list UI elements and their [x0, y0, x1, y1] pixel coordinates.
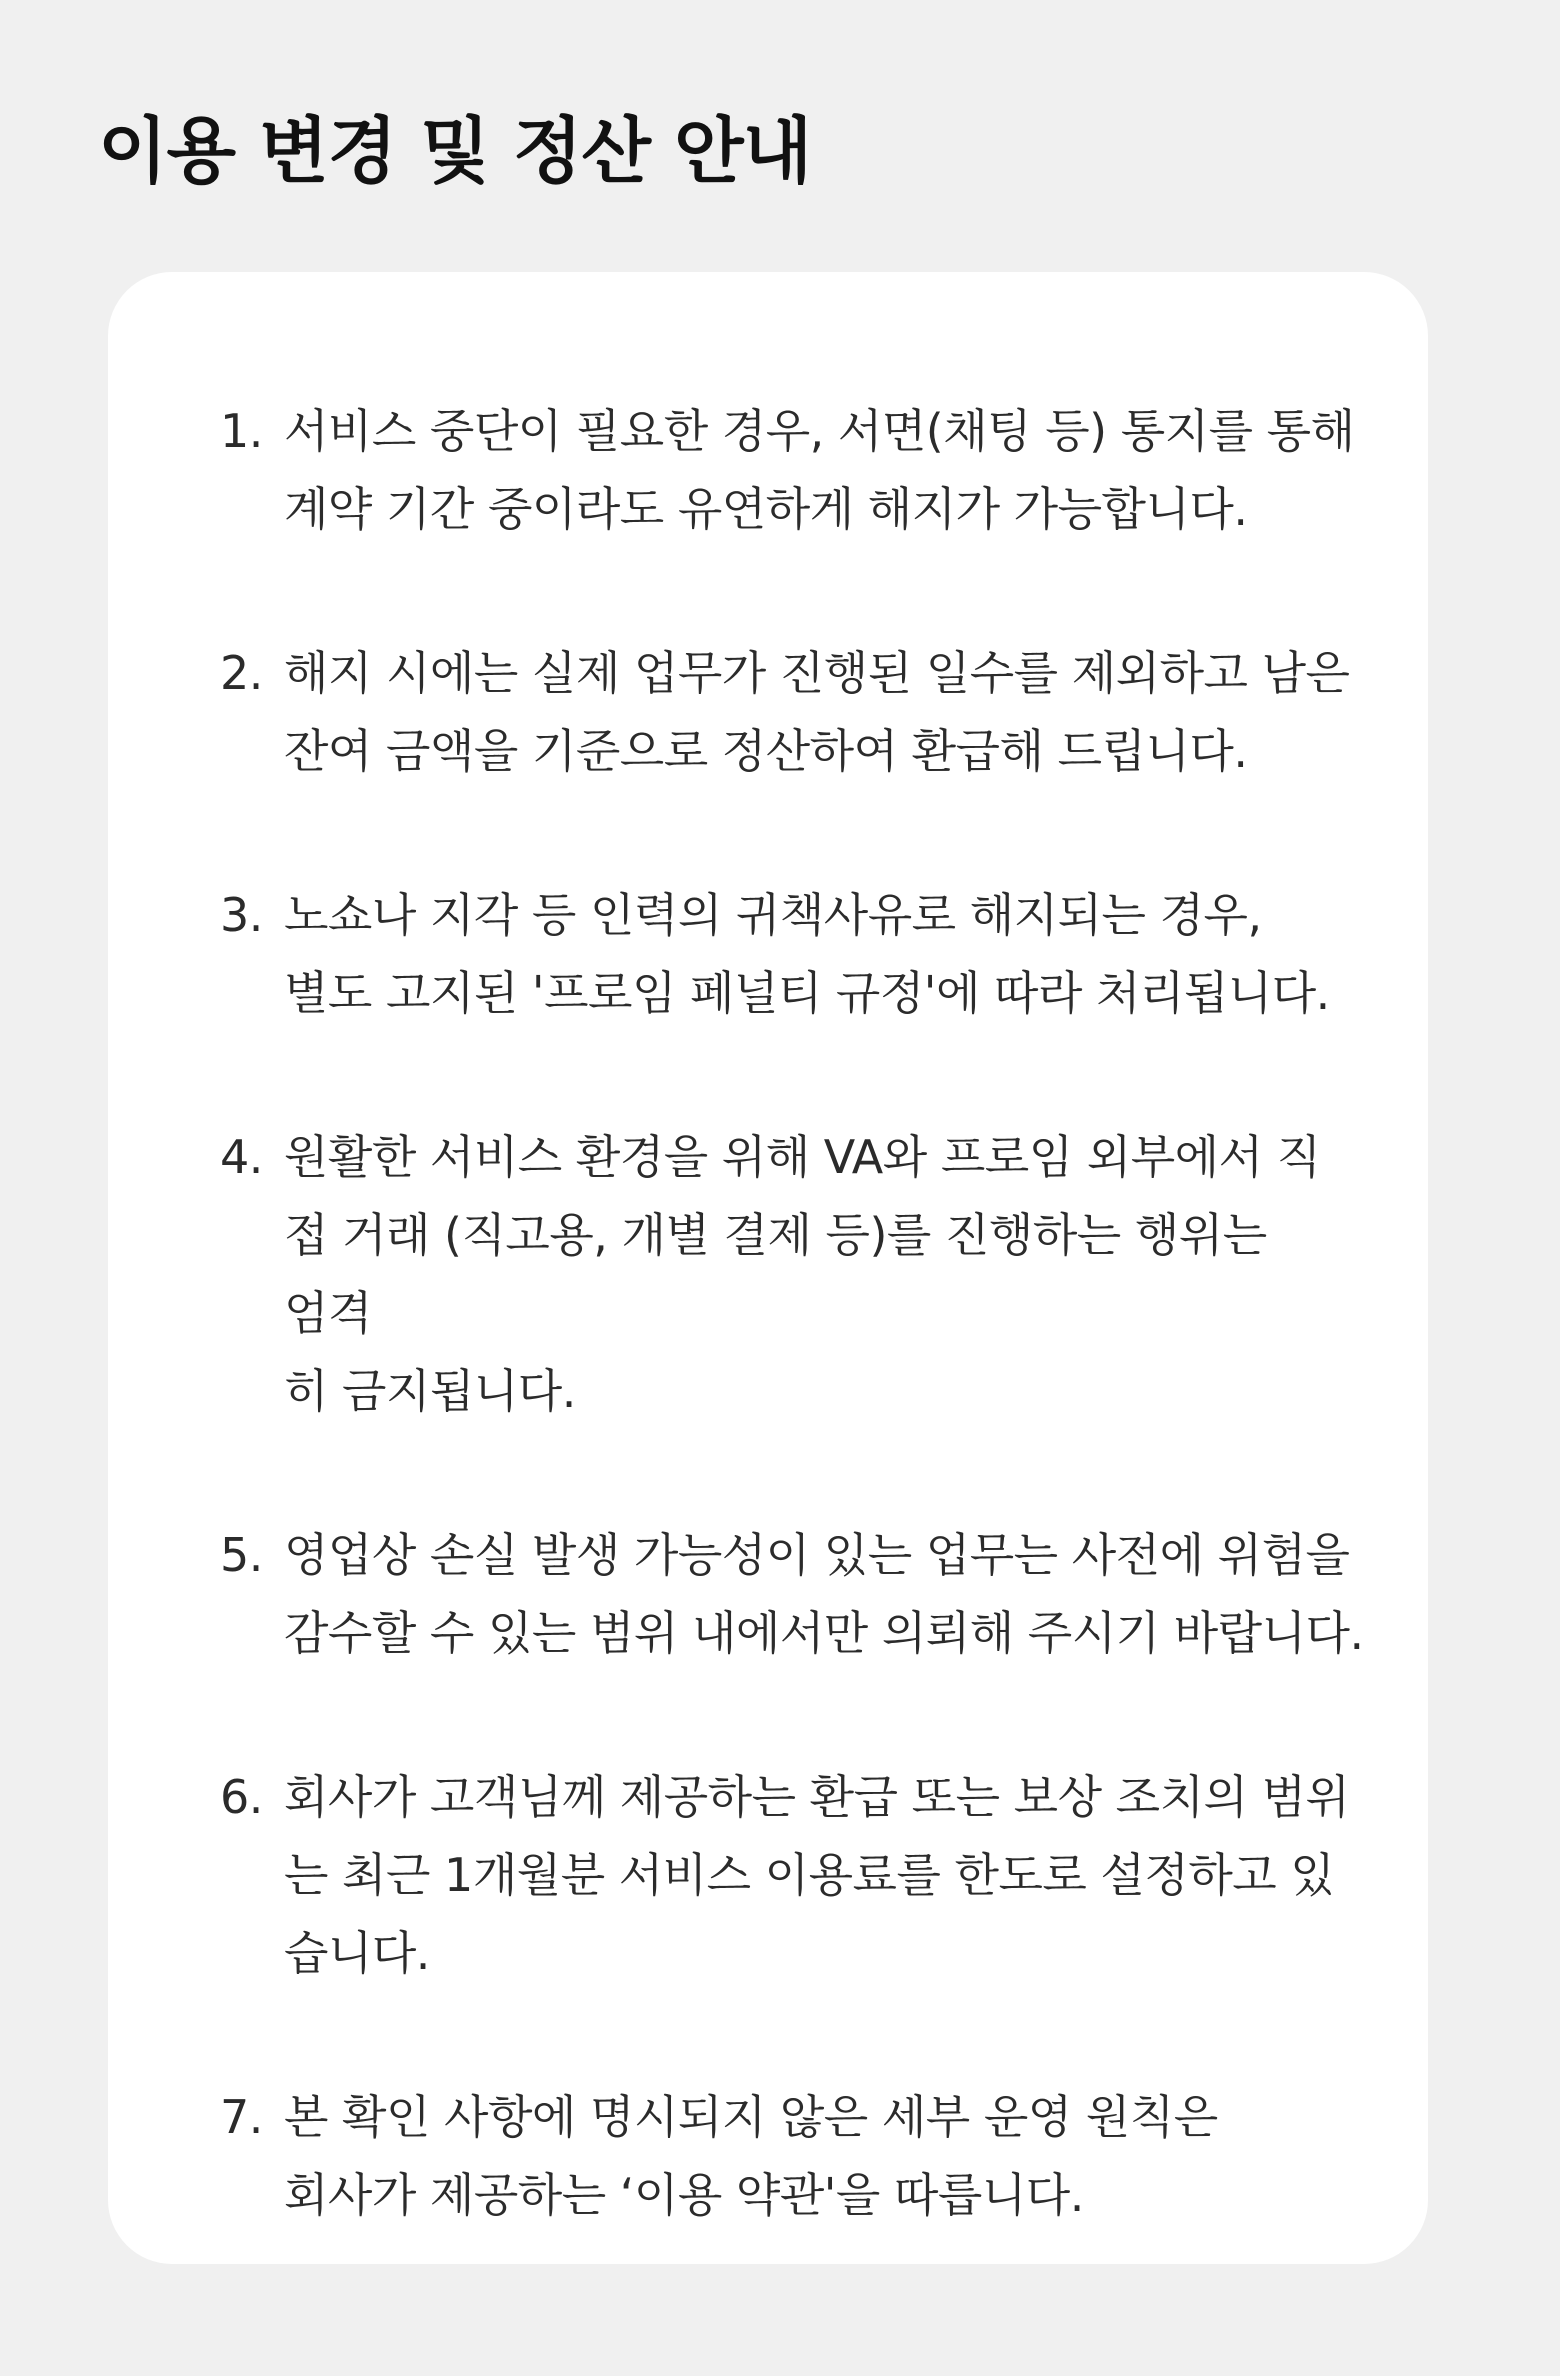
notice-card — [108, 272, 1428, 2264]
notice-text — [284, 1758, 1368, 1992]
notice-item-5 — [220, 1516, 1368, 1672]
page-title: 이용 변경 및 정산 안내 — [98, 109, 812, 193]
notice-text — [284, 876, 1368, 1032]
notice-line: 원활한 서비스 환경을 위해 VA와 프로임 외부에서 직 — [284, 1130, 1321, 1184]
notice-line: 는 최근 1개월분 서비스 이용료를 한도로 설정하고 있 — [284, 1848, 1335, 1902]
notice-item-6 — [220, 1758, 1368, 1992]
notice-number: 3. — [220, 888, 263, 942]
notice-text — [284, 1118, 1368, 1430]
notice-line: 별도 고지된 '프로임 페널티 규정'에 따라 처리됩니다. — [284, 966, 1330, 1020]
notice-number: 4. — [220, 1130, 263, 1184]
notice-line: 히 금지됩니다. — [284, 1364, 576, 1418]
notice-line: 습니다. — [284, 1926, 430, 1980]
notice-text — [284, 634, 1368, 790]
notice-list — [220, 392, 1368, 2234]
notice-line: 본 확인 사항에 명시되지 않은 세부 운영 원칙은 — [284, 2090, 1218, 2144]
notice-item-2 — [220, 634, 1368, 790]
notice-line: 회사가 고객님께 제공하는 환급 또는 보상 조치의 범위 — [284, 1770, 1350, 1824]
notice-number: 1. — [220, 404, 263, 458]
notice-line: 계약 기간 중이라도 유연하게 해지가 가능합니다. — [284, 482, 1248, 536]
notice-text — [284, 392, 1368, 548]
notice-text — [284, 2078, 1368, 2234]
notice-item-4 — [220, 1118, 1368, 1430]
notice-line: 해지 시에는 실제 업무가 진행된 일수를 제외하고 남은 — [284, 646, 1350, 700]
notice-line: 잔여 금액을 기준으로 정산하여 환급해 드립니다. — [284, 724, 1248, 778]
notice-line: 노쇼나 지각 등 인력의 귀책사유로 해지되는 경우, — [284, 888, 1262, 942]
notice-item-1 — [220, 392, 1368, 548]
notice-number: 6. — [220, 1770, 263, 1824]
notice-line: 영업상 손실 발생 가능성이 있는 업무는 사전에 위험을 — [284, 1528, 1350, 1582]
notice-line: 감수할 수 있는 범위 내에서만 의뢰해 주시기 바랍니다. — [284, 1606, 1364, 1660]
notice-line: 회사가 제공하는 ‘이용 약관'을 따릅니다. — [284, 2168, 1084, 2222]
notice-line: 서비스 중단이 필요한 경우, 서면(채팅 등) 통지를 통해 — [284, 404, 1355, 458]
notice-number: 5. — [220, 1528, 263, 1582]
notice-text — [284, 1516, 1368, 1672]
notice-number: 2. — [220, 646, 263, 700]
notice-item-3 — [220, 876, 1368, 1032]
notice-number: 7. — [220, 2090, 263, 2144]
notice-line: 접 거래 (직고용, 개별 결제 등)를 진행하는 행위는 엄격 — [284, 1208, 1267, 1340]
notice-item-7 — [220, 2078, 1368, 2234]
